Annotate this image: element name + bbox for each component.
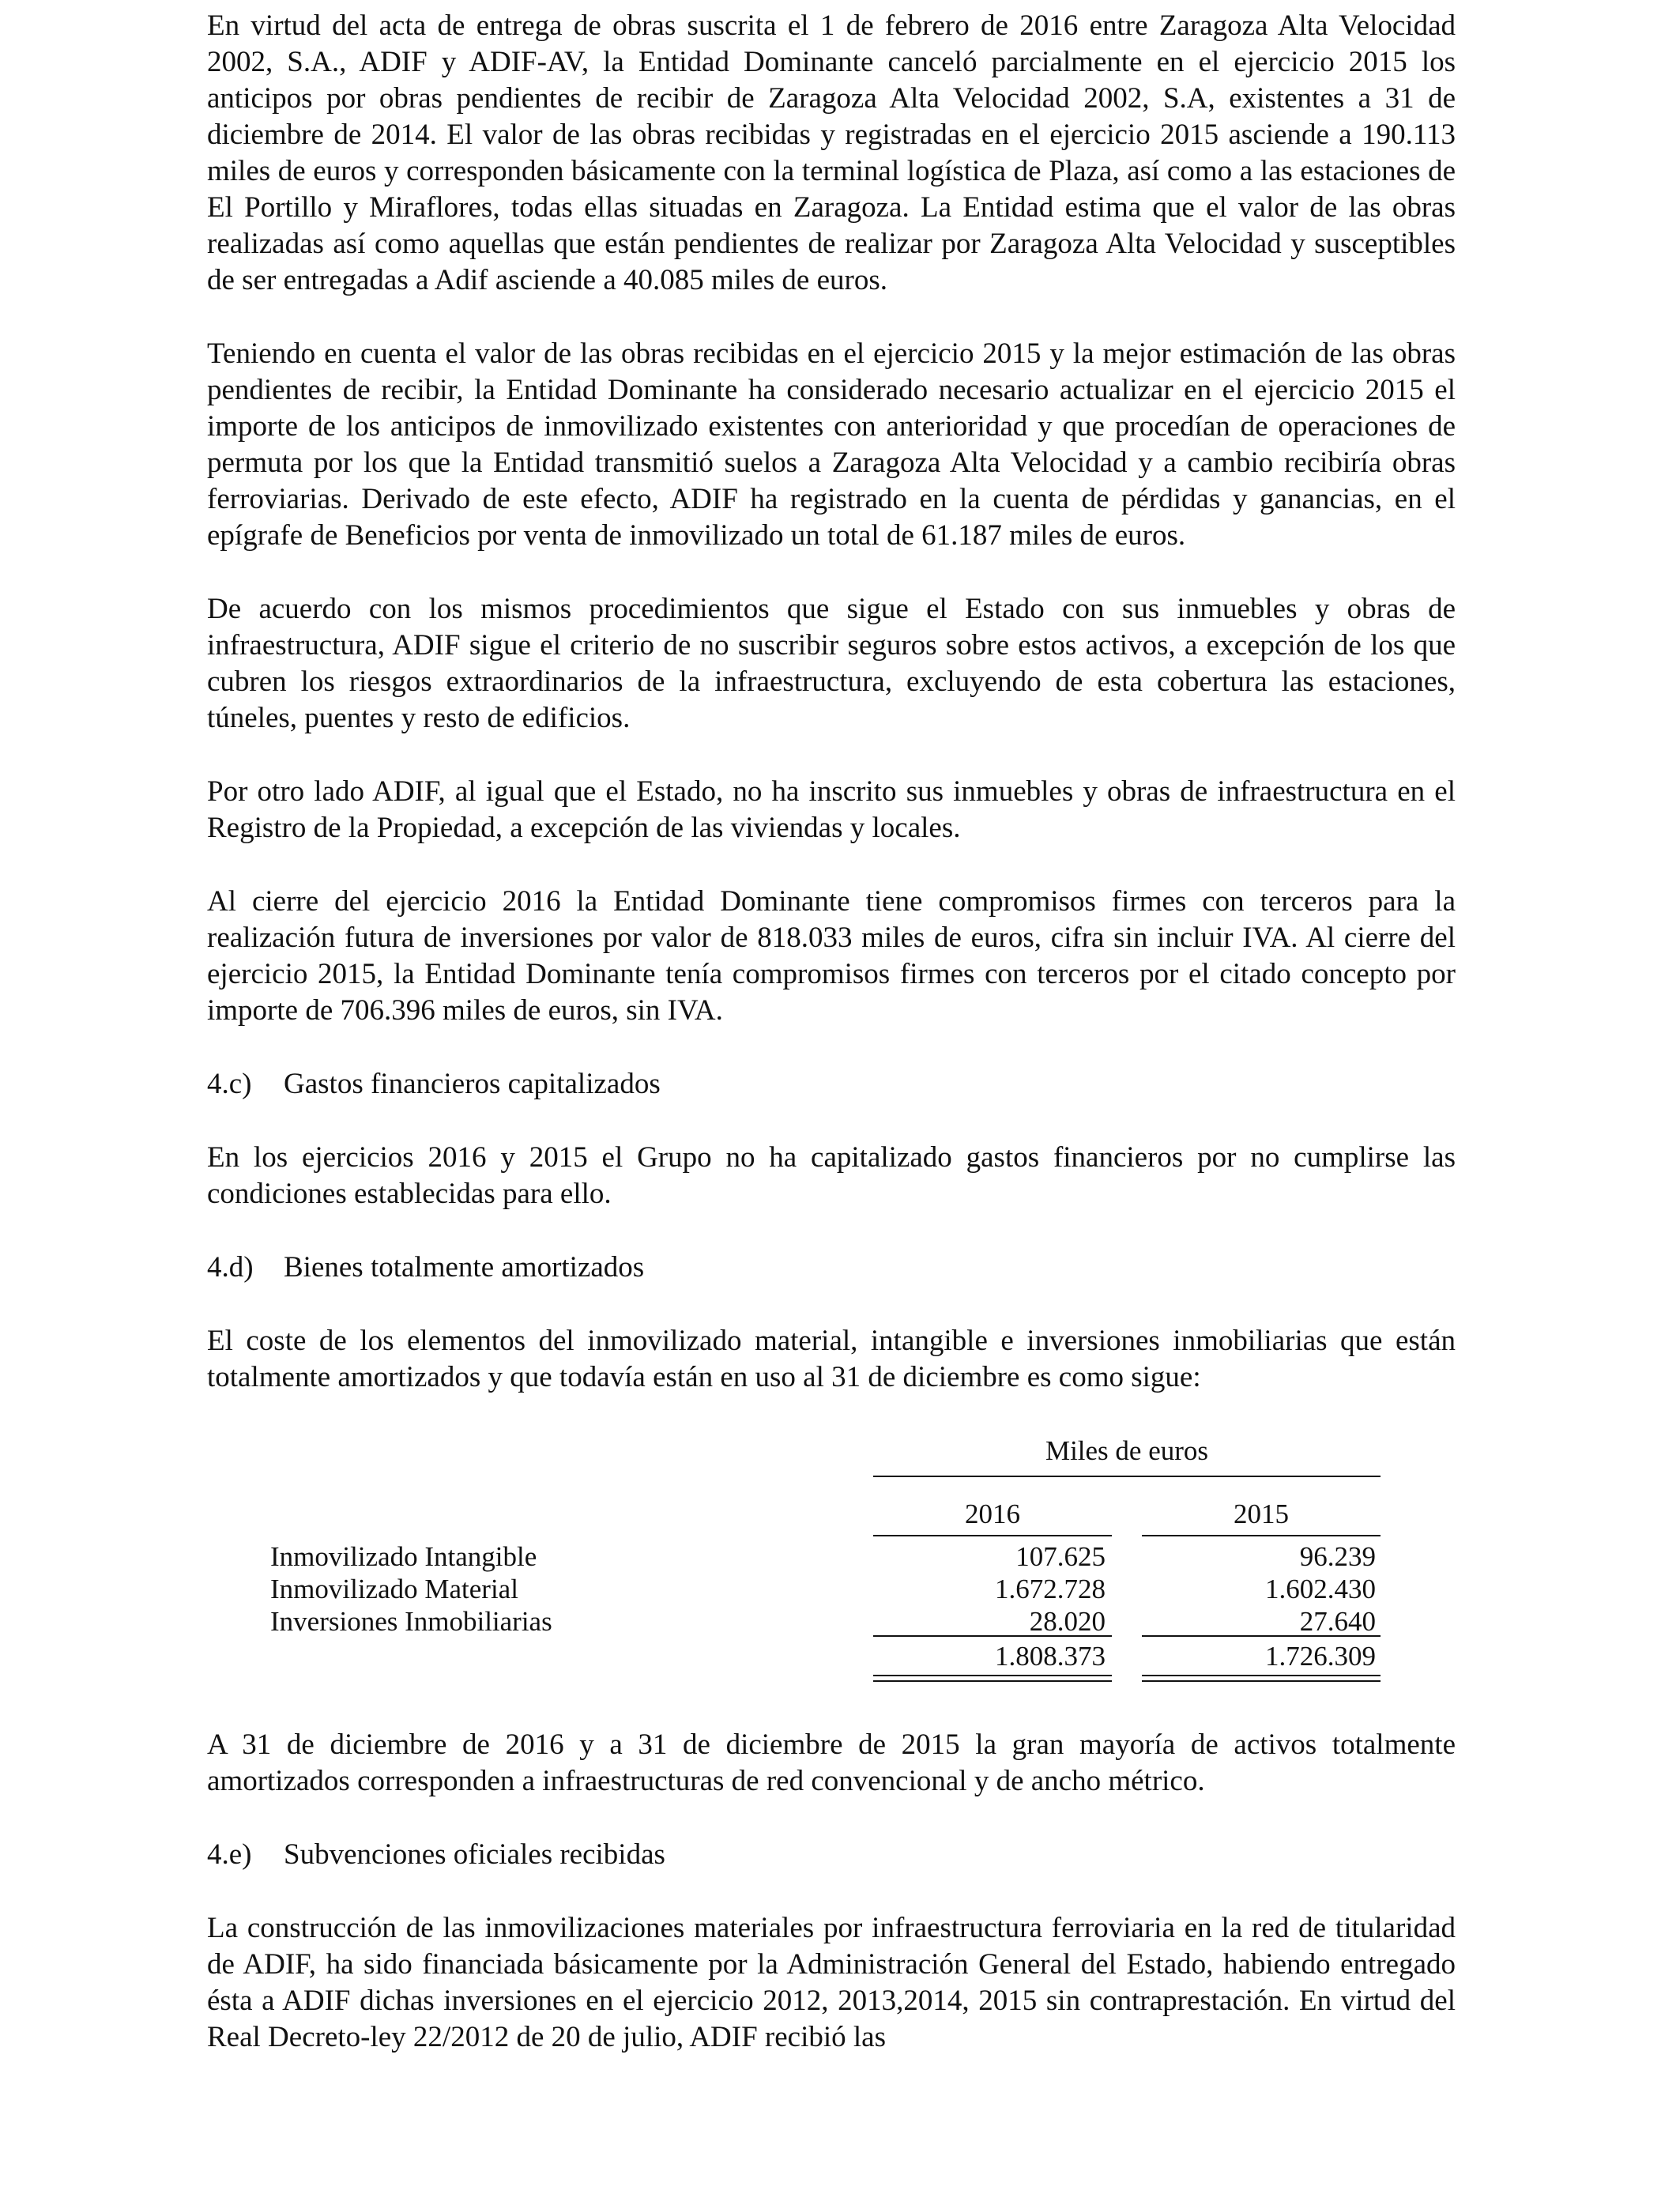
- table-unit-header: Miles de euros: [1045, 1435, 1209, 1466]
- section-number: 4.e): [207, 1838, 252, 1871]
- row-value-2016: 28.020: [1029, 1606, 1106, 1637]
- amortized-assets-table: [207, 1433, 1456, 1686]
- section-heading-4c: [207, 1066, 1456, 1103]
- paragraph-bienes-amortizados-intro: El coste de los elementos del inmovilizado material, intangible e inversiones inmobiliarias que están totalmente amortizados y que todavía están en uso al 31 de diciembre es como sigue:: [207, 1325, 1456, 1393]
- paragraph-gastos-financieros: En los ejercicios 2016 y 2015 el Grupo no ha capitalizado gastos financieros por no cumplirse las condiciones establecidas para ello.: [207, 1141, 1456, 1210]
- row-value-2015: 96.239: [1299, 1541, 1376, 1572]
- row-value-2015: 27.640: [1299, 1606, 1376, 1637]
- row-value-2015: 1.602.430: [1265, 1574, 1376, 1604]
- table-year-rule: [1142, 1535, 1381, 1536]
- row-label: Inmovilizado Material: [270, 1574, 518, 1604]
- section-number: 4.d): [207, 1251, 254, 1284]
- section-heading-4e: [207, 1837, 1456, 1873]
- section-title: Subvenciones oficiales recibidas: [284, 1838, 665, 1871]
- table-total-double-rule: [873, 1675, 1112, 1682]
- section-title: Gastos financieros capitalizados: [284, 1068, 661, 1100]
- section-heading-4d: [207, 1250, 1456, 1286]
- table-year-rule: [873, 1535, 1112, 1536]
- table-year-header-2016: 2016: [965, 1498, 1020, 1529]
- total-value-2015: 1.726.309: [1265, 1641, 1376, 1672]
- section-number: 4.c): [207, 1068, 252, 1100]
- total-value-2016: 1.808.373: [995, 1641, 1106, 1672]
- document-page: [207, 8, 1456, 2093]
- paragraph-activos-amortizados-red: A 31 de diciembre de 2016 y a 31 de diciembre de 2015 la gran mayoría de activos totalmente amortizados corresponden a infraestructuras de red convencional y de ancho métrico.: [207, 1728, 1456, 1797]
- row-value-2016: 107.625: [1015, 1541, 1106, 1572]
- paragraph-registro-propiedad: Por otro lado ADIF, al igual que el Estado, no ha inscrito sus inmuebles y obras de infraestructura en el Registro de la Propiedad, a excepción de las viviendas y locales.: [207, 775, 1456, 844]
- row-label: Inmovilizado Intangible: [270, 1541, 537, 1572]
- paragraph-zaragoza-obras: En virtud del acta de entrega de obras suscrita el 1 de febrero de 2016 entre Zaragoza Alta Velocidad 2002, S.A., ADIF y ADIF-AV, la Entidad Dominante canceló parcialmente en el ejercicio 2015 los anticipos por obras pendientes de recibir de Zaragoza Alta Velocidad 2002, S.A, existentes a 31 de diciembre de 2014. El valor de las obras recibidas y registradas en el ejercicio 2015 asciende a 190.113 miles de euros y corresponden básicamente con la terminal logística de Plaza, así como a las estaciones de El Portillo y Miraflores, todas ellas situadas en Zaragoza. La Entidad estima que el valor de las obras realizadas así como aquellas que están pendientes de realizar por Zaragoza Alta Velocidad y susceptibles de ser entregadas a Adif asciende a 40.085 miles de euros.: [207, 9, 1456, 296]
- table-year-header-2015: 2015: [1234, 1498, 1289, 1529]
- table-subtotal-rule: [1142, 1635, 1381, 1637]
- paragraph-seguros: De acuerdo con los mismos procedimientos que sigue el Estado con sus inmuebles y obras de infraestructura, ADIF sigue el criterio de no suscribir seguros sobre estos activos, a excepción de los que cubren los riesgos extraordinarios de la infraestructura, excluyendo de esta cobertura las estaciones, túneles, puentes y resto de edificios.: [207, 593, 1456, 734]
- table-header-rule: [873, 1476, 1381, 1477]
- row-value-2016: 1.672.728: [995, 1574, 1106, 1604]
- paragraph-compromisos-inversion: Al cierre del ejercicio 2016 la Entidad Dominante tiene compromisos firmes con terceros para la realización futura de inversiones por valor de 818.033 miles de euros, cifra sin incluir IVA. Al cierre del ejercicio 2015, la Entidad Dominante tenía compromisos firmes con terceros por el citado concepto por importe de 706.396 miles de euros, sin IVA.: [207, 885, 1456, 1027]
- table-total-double-rule: [1142, 1675, 1381, 1682]
- paragraph-subvenciones: La construcción de las inmovilizaciones materiales por infraestructura ferroviaria en la red de titularidad de ADIF, ha sido financiada básicamente por la Administración General del Estado, habiendo entregado ésta a ADIF dichas inversiones en el ejercicio 2012, 2013,2014, 2015 sin contraprestación. En virtud del Real Decreto-ley 22/2012 de 20 de julio, ADIF recibió las: [207, 1912, 1456, 2053]
- table-subtotal-rule: [873, 1635, 1112, 1637]
- row-label: Inversiones Inmobiliarias: [270, 1606, 552, 1637]
- paragraph-anticipos-actualizacion: Teniendo en cuenta el valor de las obras recibidas en el ejercicio 2015 y la mejor estimación de las obras pendientes de recibir, la Entidad Dominante ha considerado necesario actualizar en el ejercicio 2015 el importe de los anticipos de inmovilizado existentes con anterioridad y que procedían de operaciones de permuta por los que la Entidad transmitió suelos a Zaragoza Alta Velocidad y a cambio recibiría obras ferroviarias. Derivado de este efecto, ADIF ha registrado en la cuenta de pérdidas y ganancias, en el epígrafe de Beneficios por venta de inmovilizado un total de 61.187 miles de euros.: [207, 337, 1456, 552]
- section-title: Bienes totalmente amortizados: [284, 1251, 645, 1284]
